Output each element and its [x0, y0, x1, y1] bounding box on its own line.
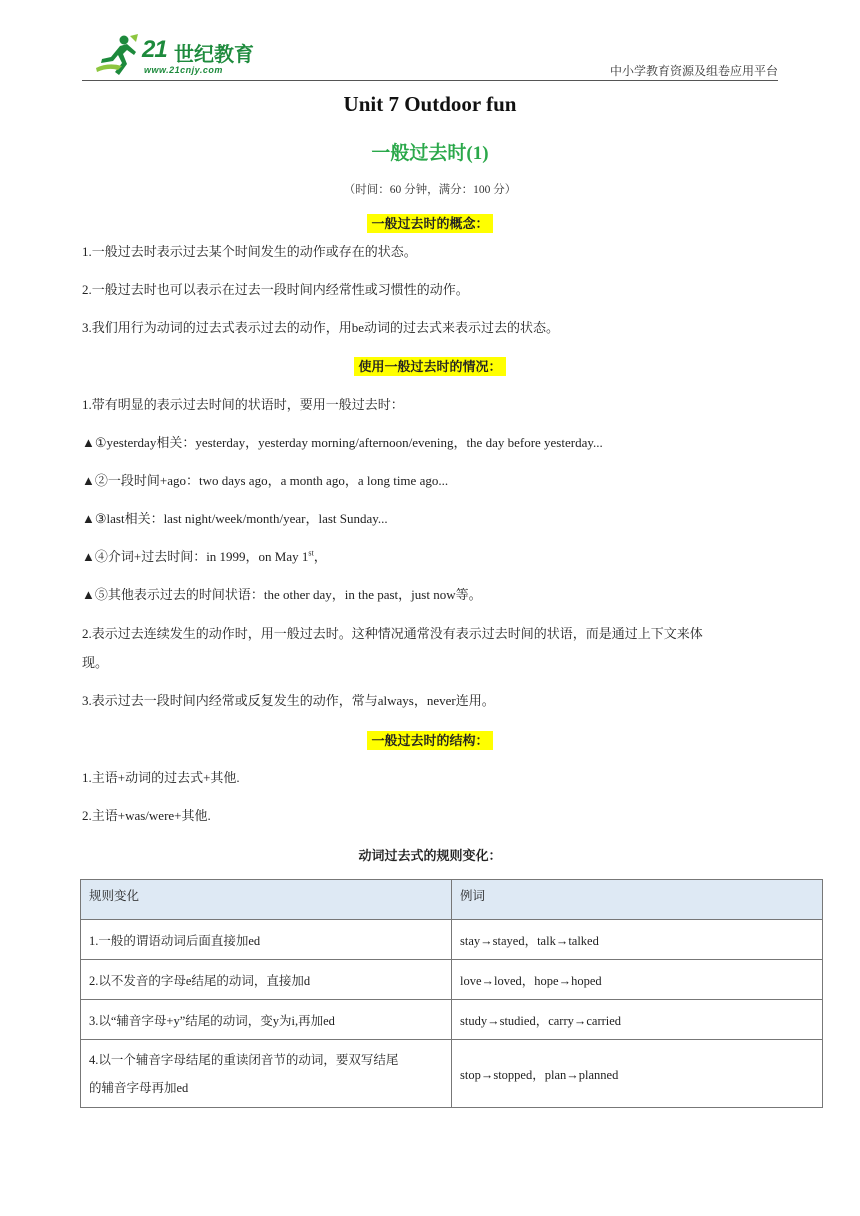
runner-logo-icon: [94, 34, 140, 76]
usage-bullet: ▲①yesterday相关：yesterday，yesterday morning/afternoon/evening，the day before yesterday...: [82, 435, 603, 450]
logo: [94, 34, 264, 78]
table-header-cell: 规则变化: [81, 880, 452, 920]
row4-rule-line-2: 的辅音字母再加ed: [89, 1080, 189, 1095]
table-cell-example: love→loved，hope→hoped: [452, 960, 823, 1000]
logo-number: 21: [142, 36, 167, 63]
table-cell-rule: 2.以不发音的字母e结尾的动词，直接加d: [81, 960, 452, 1000]
section-heading-concept: [0, 213, 860, 232]
usage-item-3: 3.表示过去一段时间内经常或反复发生的动作，常与always，never连用。: [82, 693, 495, 708]
table-cell-example: stay→stayed，talk→talked: [452, 920, 823, 960]
bullet4-superscript: st: [308, 548, 314, 558]
section-heading-usage: [0, 356, 860, 375]
table-row: [81, 1000, 823, 1040]
concept-heading-text: 一般过去时的概念：: [367, 214, 492, 233]
row4-rule-line-1: 4.以一个辅音字母结尾的重读闭音节的动词，要双写结尾: [89, 1052, 399, 1067]
concept-item: 3.我们用行为动词的过去式表示过去的动作，用be动词的过去式来表示过去的状态。: [82, 320, 560, 335]
logo-text: 世纪教育: [174, 42, 254, 66]
logo-url: www.21cnjy.com: [144, 65, 223, 75]
page-title: Unit 7 Outdoor fun: [343, 92, 517, 116]
table-row: [81, 960, 823, 1000]
usage-intro: 1.带有明显的表示过去时间的状语时，要用一般过去时：: [82, 397, 404, 412]
usage-item-2-line-2: 现。: [82, 655, 109, 670]
concept-item: 1.一般过去时表示过去某个时间发生的动作或存在的状态。: [82, 244, 417, 259]
structure-item: 1.主语+动词的过去式+其他.: [82, 770, 240, 785]
platform-name: 中小学教育资源及组卷应用平台: [609, 64, 778, 78]
bullet4-tail: ，: [313, 549, 327, 564]
table-cell-rule: 3.以“辅音字母+y”结尾的动词，变y为i,再加ed: [81, 1000, 452, 1040]
table-header-row: [81, 880, 823, 920]
usage-bullet: ▲③last相关：last night/week/month/year，last Sunday...: [82, 511, 388, 526]
page-header: [82, 30, 778, 81]
usage-bullet: ▲⑤其他表示过去的时间状语：the other day，in the past，just now等。: [82, 587, 482, 602]
concept-item: 2.一般过去时也可以表示在过去一段时间内经常性或习惯性的动作。: [82, 282, 469, 297]
table-cell-rule: 1.一般的谓语动词后面直接加ed: [81, 920, 452, 960]
usage-bullet: [82, 546, 327, 565]
table-caption: 动词过去式的规则变化：: [358, 848, 502, 863]
structure-item: 2.主语+was/were+其他.: [82, 808, 211, 823]
table-cell-rule: [81, 1040, 452, 1108]
section-heading-structure: [0, 730, 860, 749]
table-header-cell: 例词: [452, 880, 823, 920]
usage-heading-text: 使用一般过去时的情况：: [354, 357, 505, 376]
page-subtitle: 一般过去时(1): [371, 143, 489, 164]
time-score-info: （时间：60 分钟，满分：100 分）: [343, 184, 517, 196]
rules-table: [80, 879, 823, 1108]
table-row: [81, 920, 823, 960]
usage-bullet: ▲②一段时间+ago：two days ago，a month ago，a long time ago...: [82, 473, 449, 488]
bullet4-text: ▲④介词+过去时间：in 1999，on May 1: [82, 549, 309, 564]
usage-item-2-line-1: 2.表示过去连续发生的动作时，用一般过去时。这种情况通常没有表示过去时间的状语，而是通过上下文来体: [82, 626, 703, 641]
structure-heading-text: 一般过去时的结构：: [367, 731, 492, 750]
table-cell-example: study→studied，carry→carried: [452, 1000, 823, 1040]
table-cell-example: stop→stopped，plan→planned: [452, 1040, 823, 1108]
table-row: [81, 1040, 823, 1108]
